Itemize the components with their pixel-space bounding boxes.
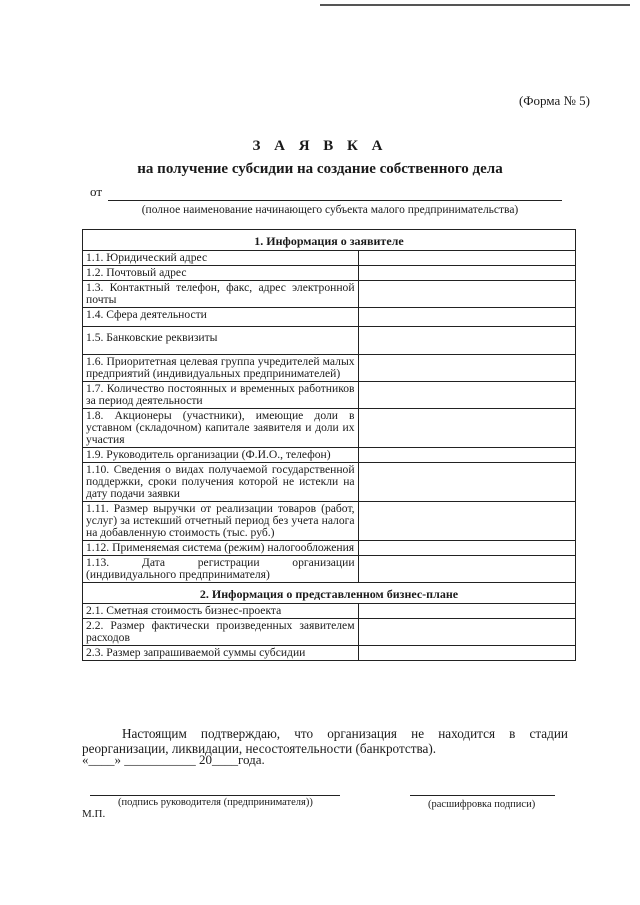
table-row — [83, 251, 576, 266]
table-row — [83, 604, 576, 619]
table-row — [83, 382, 576, 409]
row-label-1-1: 1.1. Юридический адрес — [83, 251, 359, 266]
top-border-line — [320, 4, 630, 6]
row-label-1-2: 1.2. Почтовый адрес — [83, 266, 359, 281]
confirmation-statement: Настоящим подтверждаю, что организация не находится в стадии реорганизации, ликвидации, несостоятельности (банкротства). — [82, 726, 568, 756]
row-label-1-11: 1.11. Размер выручки от реализации товаров (работ, услуг) за истекший отчетный период без учета налога на добавленную стоимость (тыс. руб.) — [83, 502, 359, 541]
table-row — [83, 502, 576, 541]
value-cell-1-12[interactable] — [358, 541, 575, 556]
value-cell-1-1[interactable] — [358, 251, 575, 266]
value-cell-1-11[interactable] — [358, 502, 575, 541]
value-cell-1-4[interactable] — [358, 308, 575, 327]
table-row — [83, 646, 576, 661]
document-subtitle: на получение субсидии на создание собственного дела — [137, 161, 503, 177]
row-label-1-7: 1.7. Количество постоянных и временных работников за период деятельности — [83, 382, 359, 409]
applicant-name-hint: (полное наименование начинающего субъекта малого предпринимательства) — [141, 204, 519, 216]
table-row — [83, 541, 576, 556]
value-cell-1-8[interactable] — [358, 409, 575, 448]
table-row — [83, 448, 576, 463]
table-row — [83, 619, 576, 646]
applicant-name-field[interactable] — [108, 200, 562, 201]
date-field[interactable]: «____» ___________ 20____года. — [82, 752, 265, 767]
table-row — [83, 556, 576, 583]
value-cell-2-2[interactable] — [358, 619, 575, 646]
value-cell-1-6[interactable] — [358, 355, 575, 382]
value-cell-1-5[interactable] — [358, 327, 575, 355]
value-cell-1-10[interactable] — [358, 463, 575, 502]
value-cell-2-3[interactable] — [358, 646, 575, 661]
row-label-1-3: 1.3. Контактный телефон, факс, адрес электронной почты — [83, 281, 359, 308]
row-label-1-5: 1.5. Банковские реквизиты — [83, 327, 359, 355]
table-row — [83, 409, 576, 448]
value-cell-2-1[interactable] — [358, 604, 575, 619]
value-cell-1-2[interactable] — [358, 266, 575, 281]
signature-hint: (подпись руководителя (предпринимателя)) — [118, 797, 313, 808]
row-label-1-4: 1.4. Сфера деятельности — [83, 308, 359, 327]
table-row — [83, 281, 576, 308]
value-cell-1-9[interactable] — [358, 448, 575, 463]
row-label-1-13: 1.13. Дата регистрации организации (индивидуального предпринимателя) — [83, 556, 359, 583]
application-table — [82, 229, 576, 661]
value-cell-1-13[interactable] — [358, 556, 575, 583]
section-2-header-row — [83, 583, 576, 604]
table-row — [83, 308, 576, 327]
signature-decoding-line[interactable] — [410, 795, 555, 796]
stamp-placeholder-label: М.П. — [82, 808, 106, 820]
from-label: от — [90, 184, 103, 199]
form-number: (Форма № 5) — [518, 93, 590, 108]
row-label-2-3: 2.3. Размер запрашиваемой суммы субсидии — [83, 646, 359, 661]
section-1-title: 1. Информация о заявителе — [83, 230, 576, 251]
table-row — [83, 463, 576, 502]
table-row — [83, 355, 576, 382]
row-label-1-10: 1.10. Сведения о видах получаемой государственной поддержки, сроки получения которой не истекли на дату подачи заявки — [83, 463, 359, 502]
document-title: З А Я В К А — [252, 138, 388, 154]
row-label-1-8: 1.8. Акционеры (участники), имеющие доли в уставном (складочном) капитале заявителя и доли их участия — [83, 409, 359, 448]
row-label-1-12: 1.12. Применяемая система (режим) налогообложения — [83, 541, 359, 556]
table-row — [83, 327, 576, 355]
section-1-header-row — [83, 230, 576, 251]
row-label-1-6: 1.6. Приоритетная целевая группа учредителей малых предприятий (индивидуальных предпринимателей) — [83, 355, 359, 382]
value-cell-1-7[interactable] — [358, 382, 575, 409]
signature-line[interactable] — [90, 795, 340, 796]
signature-decoding-hint: (расшифровка подписи) — [428, 799, 536, 810]
row-label-1-9: 1.9. Руководитель организации (Ф.И.О., телефон) — [83, 448, 359, 463]
row-label-2-1: 2.1. Сметная стоимость бизнес-проекта — [83, 604, 359, 619]
section-2-title: 2. Информация о представленном бизнес-плане — [83, 583, 576, 604]
value-cell-1-3[interactable] — [358, 281, 575, 308]
row-label-2-2: 2.2. Размер фактически произведенных заявителем расходов — [83, 619, 359, 646]
table-row — [83, 266, 576, 281]
